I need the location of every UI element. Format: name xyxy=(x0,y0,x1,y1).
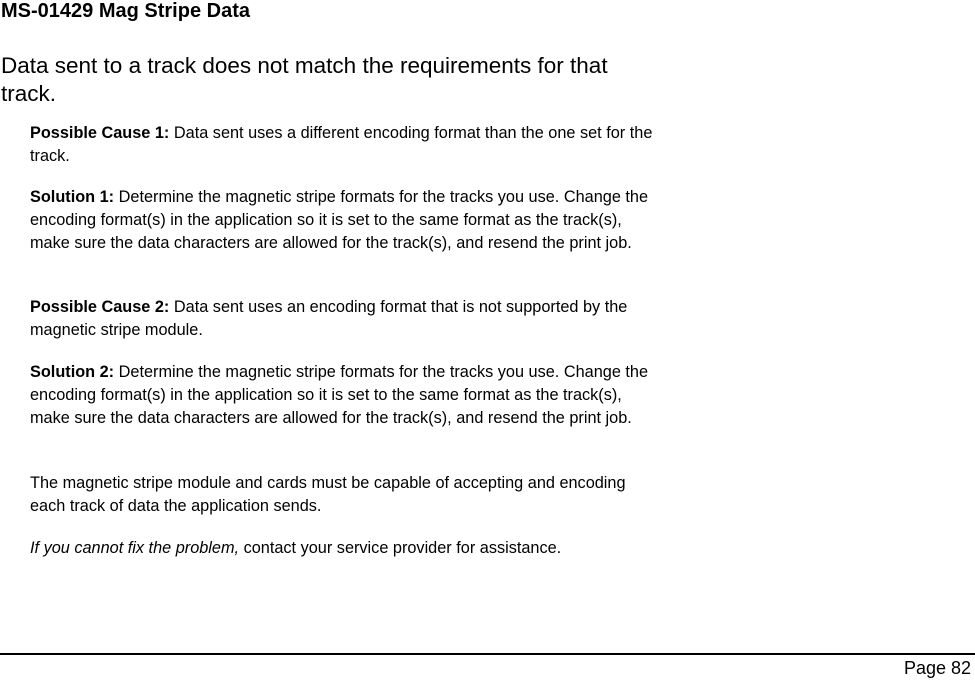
error-summary: Data sent to a track does not match the requirements for that track. xyxy=(1,53,608,106)
page-title: MS-01429 Mag Stripe Data xyxy=(1,0,250,22)
assistance-note xyxy=(30,537,660,560)
possible-cause-2 xyxy=(30,296,660,342)
solution-2 xyxy=(30,361,660,431)
solution-2-label: Solution 2: xyxy=(30,363,115,381)
assistance-note-italic: If you cannot fix the problem, xyxy=(30,539,240,557)
possible-cause-2-label: Possible Cause 2: xyxy=(30,298,170,316)
possible-cause-1-text: Data sent uses a different encoding format than the one set for the track. xyxy=(30,124,653,166)
possible-cause-2-text: Data sent uses an encoding format that is not supported by the magnetic stripe module. xyxy=(30,298,628,340)
capability-note: The magnetic stripe module and cards must be capable of accepting and encoding each track of data the application sends. xyxy=(30,474,626,516)
solution-2-text: Determine the magnetic stripe formats for the tracks you use. Change the encoding format(s) in the application so it is set to the same format as the track(s), make sure the data characters are allowed for the track(s), and resend the print job. xyxy=(30,363,649,428)
footer-divider xyxy=(0,653,975,655)
page-number: Page 82 xyxy=(903,658,971,678)
solution-1 xyxy=(30,186,660,256)
solution-1-label: Solution 1: xyxy=(30,188,115,206)
possible-cause-1-label: Possible Cause 1: xyxy=(30,124,170,142)
possible-cause-1 xyxy=(30,122,660,168)
solution-1-text: Determine the magnetic stripe formats for the tracks you use. Change the encoding format(s) in the application so it is set to the same format as the track(s), make sure the data characters are allowed for the track(s), and resend the print job. xyxy=(30,188,649,253)
assistance-note-text: contact your service provider for assistance. xyxy=(239,539,562,557)
